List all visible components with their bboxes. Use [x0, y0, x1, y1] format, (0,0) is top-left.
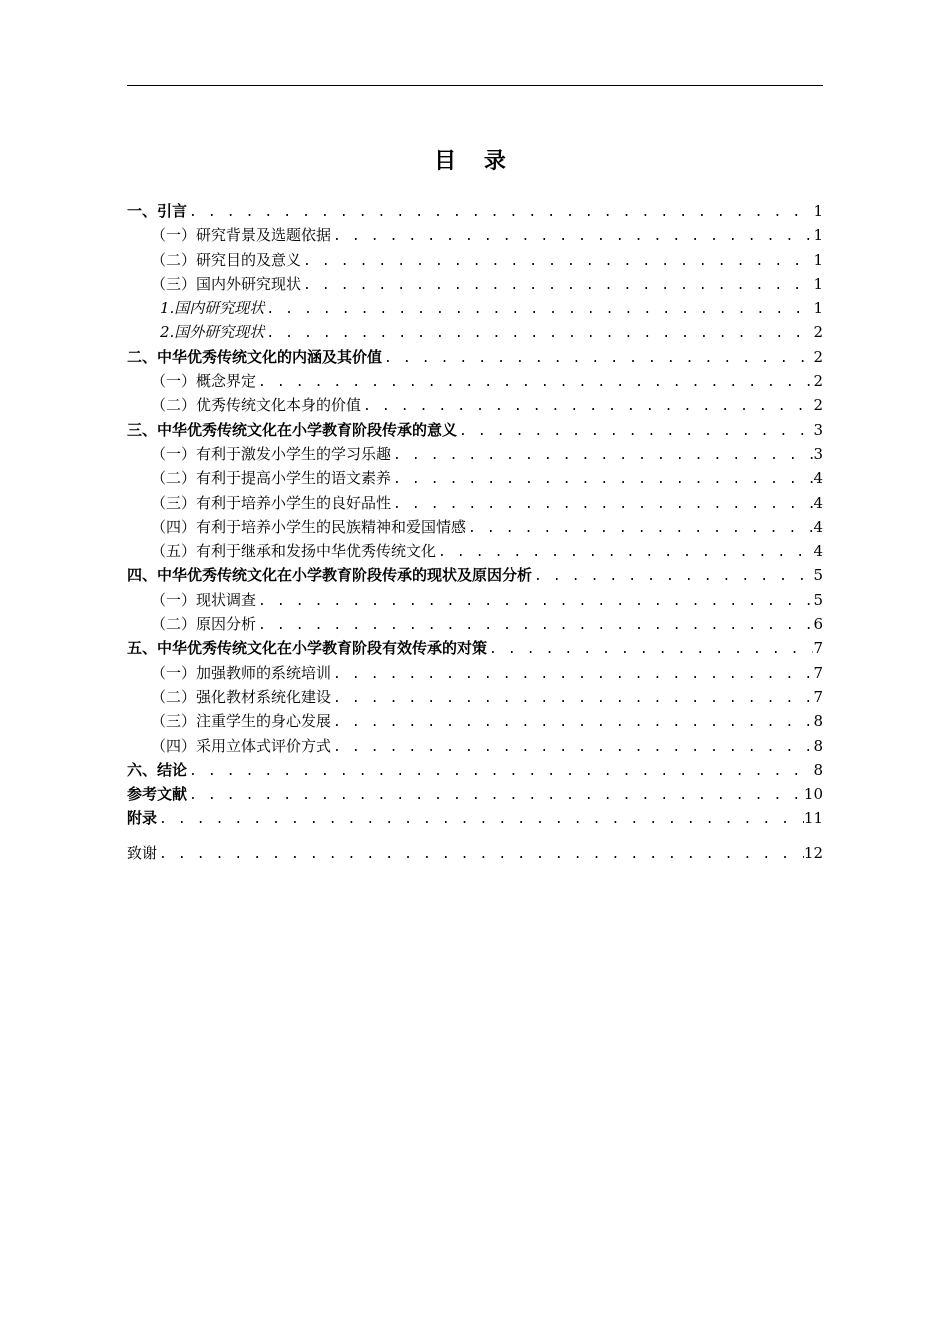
toc-entry-label: 五、中华优秀传统文化在小学教育阶段有效传承的对策 — [127, 639, 488, 658]
dot-leader — [187, 760, 813, 784]
toc-entry-page-number: 3 — [813, 444, 823, 463]
dot-leader — [331, 225, 813, 249]
toc-entry-label: （一）研究背景及选题依据 — [151, 226, 332, 245]
toc-entry-label: （三）国内外研究现状 — [151, 274, 302, 293]
toc-entry-label: （二）研究目的及意义 — [151, 250, 302, 269]
toc-entry-label: 致谢 — [127, 843, 158, 862]
toc-entry-page-number: 1 — [813, 226, 823, 245]
toc-entry[interactable] — [127, 199, 823, 223]
toc-title: 目 录 — [434, 149, 516, 174]
toc-entry[interactable] — [127, 685, 823, 709]
dot-leader — [301, 250, 813, 274]
toc-entry-page-number: 6 — [813, 615, 823, 634]
dot-leader — [391, 444, 813, 468]
toc-entry[interactable] — [127, 418, 823, 442]
toc-entry-page-number: 3 — [813, 420, 823, 439]
dot-leader — [187, 784, 804, 808]
toc-entry-label: （一）加强教师的系统培训 — [151, 663, 332, 682]
dot-leader — [157, 843, 804, 867]
toc-entry-label: 三、中华优秀传统文化在小学教育阶段传承的意义 — [127, 420, 458, 439]
dot-leader — [264, 322, 813, 346]
toc-entry-page-number: 5 — [813, 566, 823, 585]
toc-entry-label: 四、中华优秀传统文化在小学教育阶段传承的现状及原因分析 — [127, 566, 533, 585]
toc-entry-page-number: 2 — [813, 347, 823, 366]
toc-entry[interactable] — [127, 588, 823, 612]
toc-entry[interactable] — [127, 248, 823, 272]
toc-entry-page-number: 4 — [813, 493, 823, 512]
dot-leader — [331, 687, 813, 711]
toc-entry-label: （一）有利于激发小学生的学习乐趣 — [151, 444, 392, 463]
toc-entry-page-number: 1 — [813, 299, 823, 318]
toc-entry[interactable] — [127, 539, 823, 563]
dot-leader — [256, 371, 813, 395]
toc-entry[interactable] — [127, 393, 823, 417]
dot-leader — [487, 638, 813, 662]
dot-leader — [457, 420, 813, 444]
dot-leader — [391, 493, 813, 517]
toc-entry[interactable] — [127, 734, 823, 758]
toc-entry[interactable] — [127, 320, 823, 344]
toc-entry[interactable] — [127, 661, 823, 685]
toc-entry-label: 参考文献 — [127, 785, 188, 804]
toc-entry[interactable] — [127, 442, 823, 466]
toc-entry-label: （一）概念界定 — [151, 372, 257, 391]
toc-entry-page-number: 4 — [813, 542, 823, 561]
toc-entry[interactable] — [127, 515, 823, 539]
toc-entry-label: 1.国内研究现状 — [160, 299, 265, 318]
table-of-contents — [127, 199, 823, 865]
toc-entry[interactable] — [127, 806, 823, 830]
toc-entry-label: 二、中华优秀传统文化的内涵及其价值 — [127, 347, 383, 366]
toc-entry[interactable] — [127, 782, 823, 806]
toc-entry-label: （二）有利于提高小学生的语文素养 — [151, 469, 392, 488]
toc-entry[interactable] — [127, 369, 823, 393]
toc-entry-page-number: 2 — [813, 323, 823, 342]
toc-entry-page-number: 8 — [813, 712, 823, 731]
dot-leader — [331, 663, 813, 687]
dot-leader — [256, 590, 813, 614]
toc-entry[interactable] — [127, 466, 823, 490]
toc-entry-label: （二）原因分析 — [151, 615, 257, 634]
toc-entry-label: （五）有利于继承和发扬中华优秀传统文化 — [151, 542, 437, 561]
dot-leader — [157, 808, 804, 832]
toc-entry[interactable] — [127, 345, 823, 369]
dot-leader — [331, 736, 813, 760]
toc-entry-page-number: 7 — [813, 663, 823, 682]
toc-entry-label: （三）注重学生的身心发展 — [151, 712, 332, 731]
toc-entry[interactable] — [127, 612, 823, 636]
toc-entry-label: （四）采用立体式评价方式 — [151, 736, 332, 755]
toc-entry-page-number: 12 — [803, 843, 823, 862]
toc-entry-page-number: 1 — [813, 250, 823, 269]
dot-leader — [256, 614, 813, 638]
toc-entry[interactable] — [127, 223, 823, 247]
toc-entry-page-number: 8 — [813, 736, 823, 755]
toc-entry-page-number: 4 — [813, 517, 823, 536]
toc-entry-page-number: 2 — [813, 396, 823, 415]
toc-entry-page-number: 8 — [813, 760, 823, 779]
toc-entry-page-number: 4 — [813, 469, 823, 488]
dot-leader — [532, 565, 813, 589]
toc-entry[interactable] — [127, 491, 823, 515]
toc-entry-label: 2.国外研究现状 — [160, 323, 265, 342]
dot-leader — [391, 468, 813, 492]
dot-leader — [436, 541, 813, 565]
toc-entry[interactable] — [127, 296, 823, 320]
dot-leader — [187, 201, 813, 225]
dot-leader — [382, 347, 813, 371]
dot-leader — [301, 274, 813, 298]
toc-entry-label: 六、结论 — [127, 760, 188, 779]
toc-entry[interactable] — [127, 636, 823, 660]
toc-entry-label: （四）有利于培养小学生的民族精神和爱国情感 — [151, 517, 467, 536]
toc-entry[interactable] — [127, 841, 823, 865]
dot-leader — [331, 711, 813, 735]
toc-entry-page-number: 1 — [813, 274, 823, 293]
toc-entry-label: 一、引言 — [127, 202, 188, 220]
toc-entry[interactable] — [127, 709, 823, 733]
toc-entry-page-number: 1 — [813, 202, 823, 220]
toc-entry-label: 附录 — [127, 809, 158, 828]
toc-entry-page-number: 5 — [813, 590, 823, 609]
toc-entry-label: （二）优秀传统文化本身的价值 — [151, 396, 362, 415]
toc-entry-label: （三）有利于培养小学生的良好品性 — [151, 493, 392, 512]
toc-entry[interactable] — [127, 758, 823, 782]
toc-entry-page-number: 10 — [803, 785, 823, 804]
toc-entry-label: （二）强化教材系统化建设 — [151, 687, 332, 706]
dot-leader — [361, 395, 813, 419]
toc-entry-page-number: 7 — [813, 639, 823, 658]
header-rule — [127, 85, 823, 86]
dot-leader — [466, 517, 813, 541]
toc-entry-page-number: 7 — [813, 687, 823, 706]
toc-entry[interactable] — [127, 563, 823, 587]
toc-entry-label: （一）现状调查 — [151, 590, 257, 609]
toc-entry-page-number: 2 — [813, 372, 823, 391]
dot-leader — [264, 298, 813, 322]
toc-entry[interactable] — [127, 272, 823, 296]
toc-entry-page-number: 11 — [803, 809, 823, 828]
